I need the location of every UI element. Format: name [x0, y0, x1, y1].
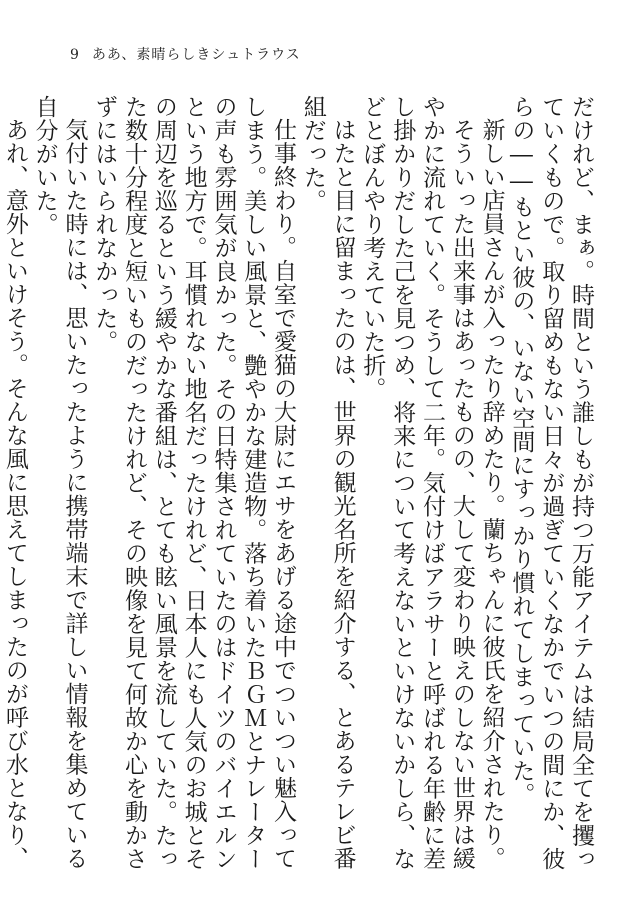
paragraph: 気付いた時には、思いたったように携帯端末で詳しい情報を集めている自分がいた。	[31, 95, 88, 870]
paragraph: そういった出来事はあったものの、大して変わり映えのしない世界は緩やかに流れていく。そうして二年。気付けばアラサーと呼ばれる年齢に差し掛かりだした己を見つめ、将来について考えないといけないかしら、などとぼんやり考えていた折。	[359, 95, 475, 871]
vertical-text-body	[1, 95, 595, 875]
page-number: 9	[70, 47, 80, 63]
paragraph: だけれど、まぁ。時間という誰しもが持つ万能アイテムは結局全てを攫っていくもので。取り留めもない日々が過ぎていくなかでいつの間にか、彼らの――もとい彼の、いない空間にすっかり慣れてしまっていた。	[508, 95, 594, 871]
paragraph: はたと目に留まったのは、世界の観光名所を紹介する、とあるテレビ番組だった。	[299, 95, 356, 870]
paragraph: 仕事終わり。自室で愛猫の大尉にエサをあげる途中でついつい魅入ってしまう。美しい風景と、艶やかな建造物。落ち着いたＢＧＭとナレーターの声も雰囲気が良かった。その日特集されていたのはドイツのバイエルンという地方で。耳慣れない地名だったけれど、日本人にも人気のお城とその周辺を巡るという緩やかな番組は、とても眩い風景を流していた。たった数十分程度と短いものだったけれど、その映像を見て何故か心を動かさずにはいられなかった。	[91, 95, 297, 871]
paragraph: 新しい店員さんが入ったり辞めたり。蘭ちゃんに彼氏を紹介されたり。	[478, 118, 505, 870]
paragraph: あれ、意外といけそう。そんな風に思えてしまったのが呼び水となり、	[1, 118, 28, 870]
running-header	[70, 44, 301, 64]
running-title: ああ、素晴らしきシュトラウス	[91, 47, 301, 63]
